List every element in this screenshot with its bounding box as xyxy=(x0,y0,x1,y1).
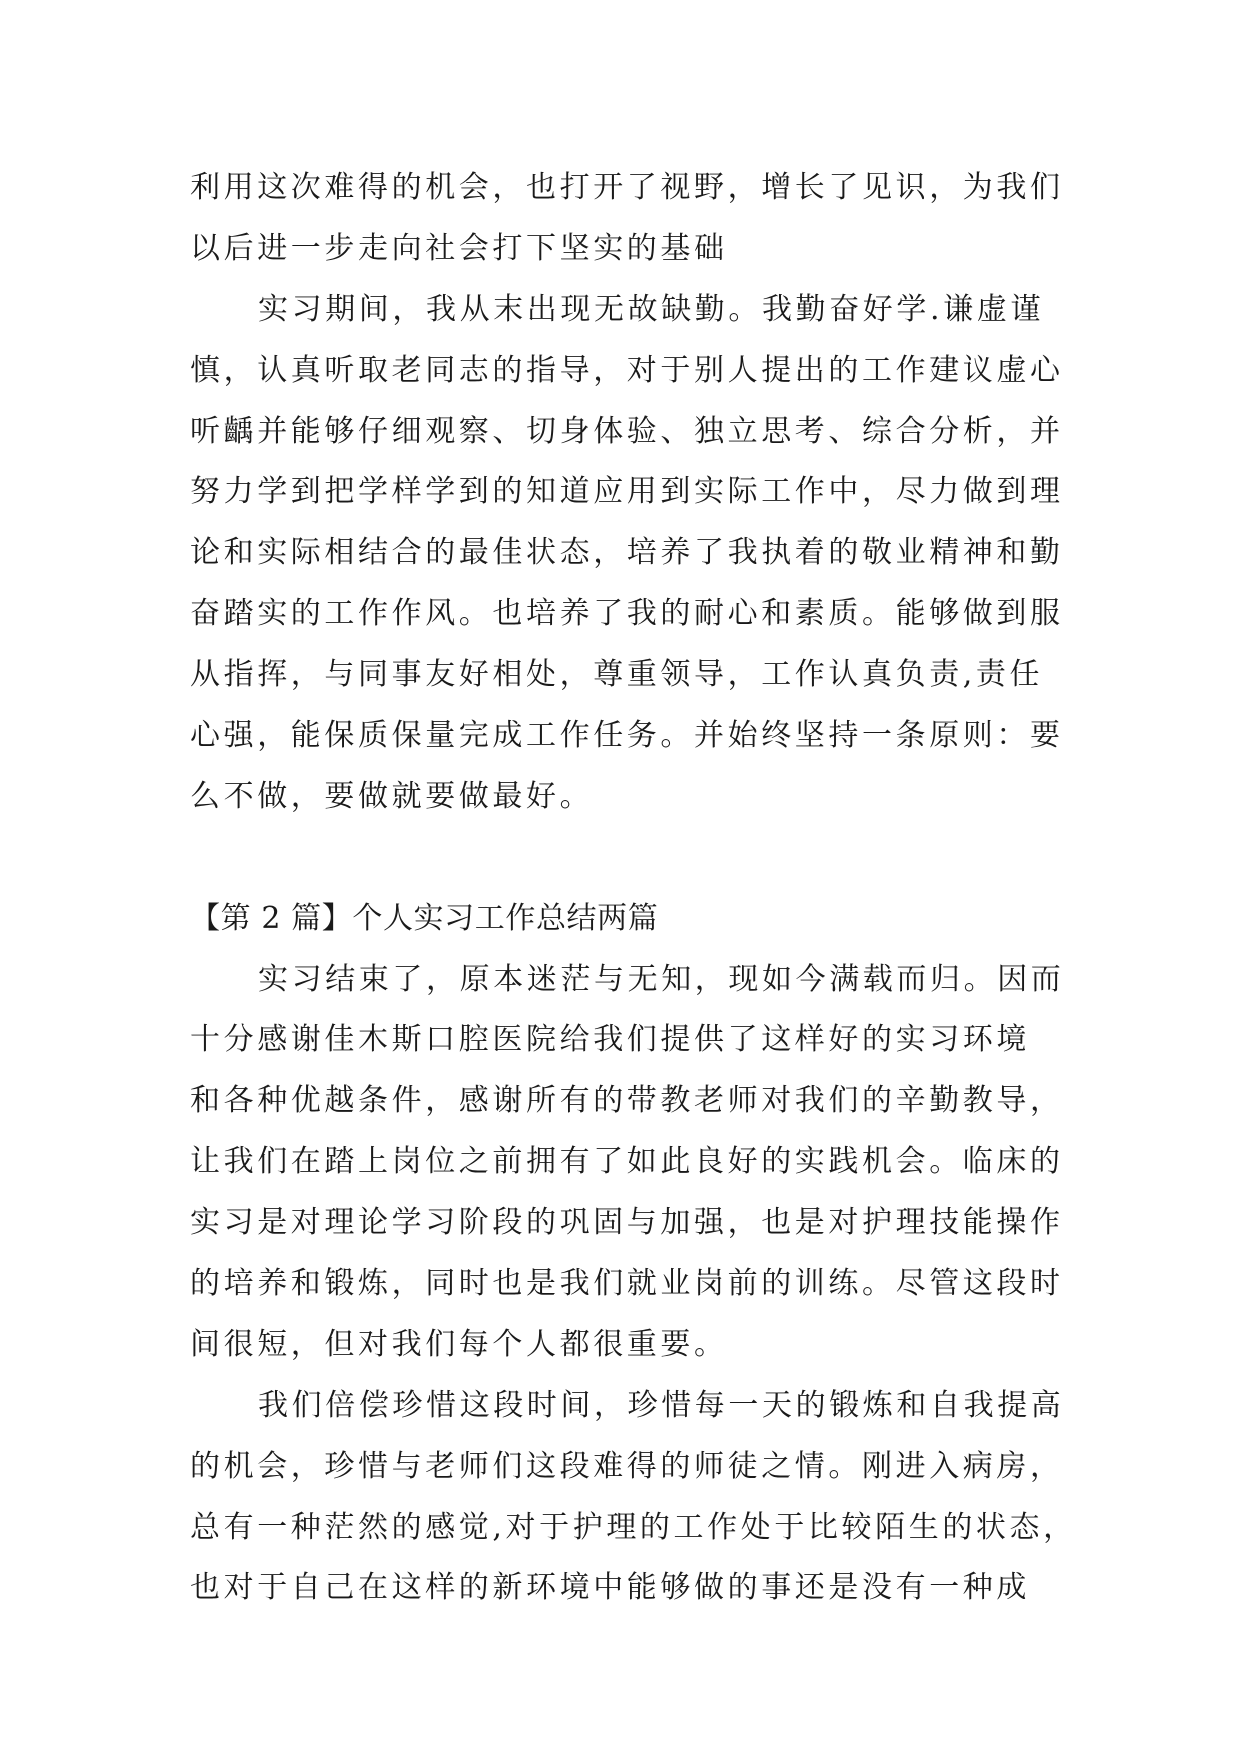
paragraph-continued xyxy=(190,158,1064,280)
document-body xyxy=(190,158,1077,1619)
text-line: 奋踏实的工作作风。也培养了我的耐心和素质。能够做到服 xyxy=(190,596,1064,632)
paragraph-internship-conduct xyxy=(190,280,1064,828)
text-line: 实习期间，我从末出现无故缺勤。我勤奋好学.谦虚谨 xyxy=(258,291,1044,327)
text-line: 间很短，但对我们每个人都很重要。 xyxy=(190,1326,728,1362)
section-heading: 【第 2 篇】个人实习工作总结两篇 xyxy=(190,900,659,936)
text-line: 让我们在踏上岗位之前拥有了如此良好的实践机会。临床的 xyxy=(190,1144,1064,1180)
text-line: 实习结束了，原本迷茫与无知，现如今满载而归。因而 xyxy=(258,961,1065,997)
text-line: 听齲并能够仔细观察、切身体验、独立思考、综合分析，并 xyxy=(190,413,1064,449)
text-line: 慎，认真听取老同志的指导，对于别人提出的工作建议虚心 xyxy=(190,352,1064,388)
text-line: 心强，能保质保量完成工作任务。并始终坚持一条原则：要 xyxy=(190,718,1064,754)
text-line: 十分感谢佳木斯口腔医院给我们提供了这样好的实习环境 xyxy=(190,1022,1030,1058)
text-line: 以后进一步走向社会打下坚实的基础 xyxy=(190,230,728,266)
paragraph-internship-end xyxy=(190,950,1065,1376)
text-line: 利用这次难得的机会，也打开了视野，增长了见识，为我们 xyxy=(190,170,1064,205)
text-line: 努力学到把学样学到的知道应用到实际工作中，尽力做到理 xyxy=(190,474,1064,510)
text-line: 么不做，要做就要做最好。 xyxy=(190,778,594,814)
paragraph-cherish-time xyxy=(190,1376,1077,1620)
text-line: 总有一种茫然的感觉,对于护理的工作处于比较陌生的状态， xyxy=(190,1509,1077,1545)
text-line: 实习是对理论学习阶段的巩固与加强，也是对护理技能操作 xyxy=(190,1205,1064,1241)
text-line: 的机会，珍惜与老师们这段难得的师徒之情。刚进入病房， xyxy=(190,1448,1064,1484)
text-line: 也对于自己在这样的新环境中能够做的事还是没有一种成 xyxy=(190,1570,1030,1606)
blank-line xyxy=(190,828,1050,889)
text-line: 论和实际相结合的最佳状态，培养了我执着的敬业精神和勤 xyxy=(190,535,1064,571)
text-line: 和各种优越条件，感谢所有的带教老师对我们的辛勤教导， xyxy=(190,1083,1064,1119)
text-line: 的培养和锻炼，同时也是我们就业岗前的训练。尽管这段时 xyxy=(190,1266,1064,1302)
text-line: 从指挥，与同事友好相处，尊重领导，工作认真负责,责任 xyxy=(190,657,1044,693)
text-line: 我们倍偿珍惜这段时间，珍惜每一天的锻炼和自我提高 xyxy=(258,1387,1065,1423)
